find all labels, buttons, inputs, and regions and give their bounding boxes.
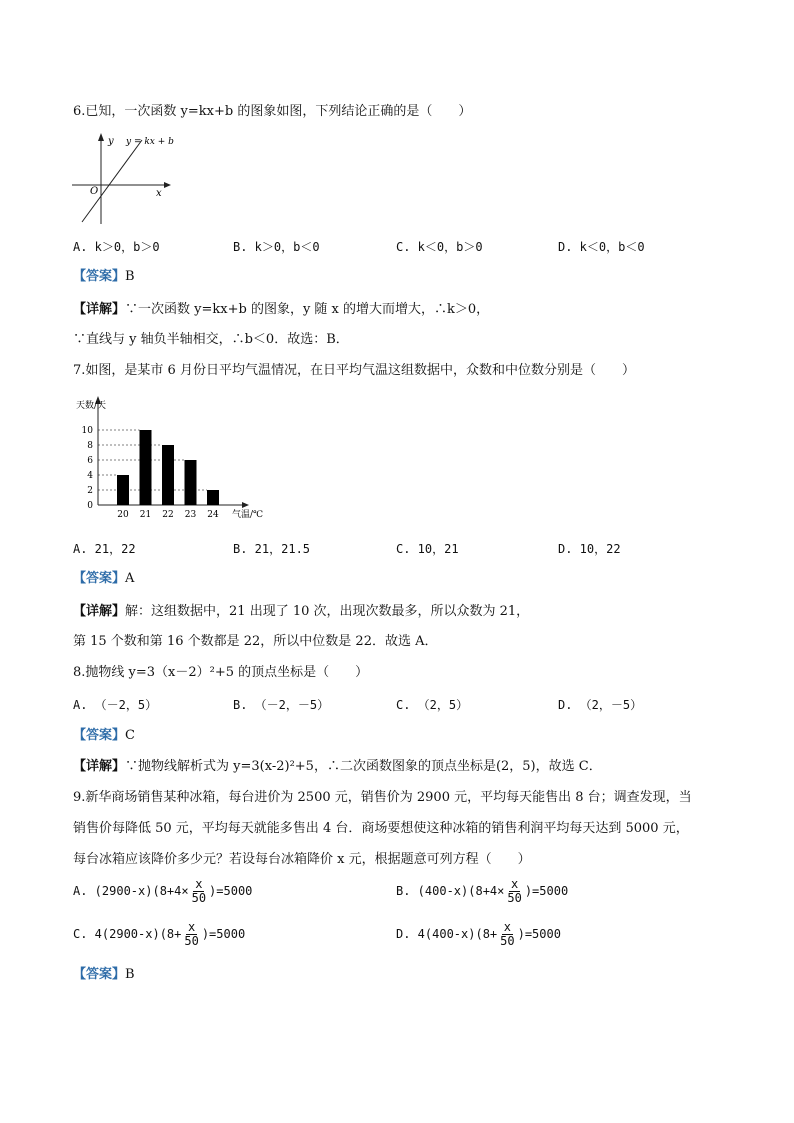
y-tick-label: 6: [87, 456, 93, 466]
fraction-x-over-50: $\frac{x}{50}$: [184, 920, 199, 948]
q8-option-a: A. （－2，5）: [73, 698, 158, 712]
q9-option-a: A. (2900-x)(8+4× $\frac{x}{50}$ )=5000: [73, 877, 253, 905]
q6-option-d: D. k＜0，b＜0: [558, 240, 645, 254]
x-axis-arrow-icon: [164, 182, 171, 188]
q9-stem-line-2: 销售价每降低 50 元，平均每天就能多售出 4 台．商场要想使这种冰箱的销售利润平均每天达到 5000 元，: [73, 821, 689, 836]
q8-option-d: D. （2，－5）: [558, 698, 643, 712]
q8-answer-line: [73, 727, 135, 745]
q6-stem: 6.已知，一次函数 y=kx+b 的图象如图，下列结论正确的是（ ）: [73, 104, 472, 119]
q6-detail-2: ∵直线与 y 轴负半轴相交，∴b＜0．故选：B．: [73, 332, 349, 347]
q6-option-c: C. k＜0，b＞0: [396, 240, 483, 254]
fraction-x-over-50: $\frac{x}{50}$: [191, 877, 207, 905]
q8-detail-line-1: [73, 758, 602, 776]
q6-option-a: A. k＞0，b＞0: [73, 240, 160, 254]
x-axis-label: 气温/℃: [232, 510, 264, 520]
q8-option-c: C. （2，5）: [396, 698, 469, 712]
detail-tag: 【详解】: [73, 302, 126, 317]
x-tick-label: 24: [207, 510, 219, 520]
y-tick-label: 8: [87, 441, 93, 451]
q8-option-b: B. （－2，－5）: [233, 698, 330, 712]
answer-tag: 【答案】: [73, 571, 126, 586]
x-tick-label: 22: [162, 510, 174, 520]
fraction-x-over-50: $\frac{x}{50}$: [507, 877, 522, 905]
graph-x-label: x: [156, 188, 162, 199]
q7-option-b: B. 21，21.5: [233, 542, 311, 556]
y-axis-label: 天数/天: [76, 401, 107, 411]
q9-option-c: C. 4(2900-x)(8+ $\frac{x}{50}$ )=5000: [73, 920, 246, 948]
answer-tag: 【答案】: [73, 967, 126, 982]
q9-answer-line: [73, 966, 135, 984]
graph-fn-label: y = kx + b: [126, 137, 174, 147]
q7-answer-line: [73, 570, 134, 588]
q7-option-c: C. 10，21: [396, 542, 459, 556]
q7-detail-1: 解：这组数据中，21 出现了 10 次，出现次数最多，所以众数为 21，: [125, 604, 530, 619]
detail-tag: 【详解】: [73, 604, 126, 619]
x-tick-label: 23: [184, 510, 197, 520]
q7-stem: 7.如图，是某市 6 月份日平均气温情况，在日平均气温这组数据中，众数和中位数分别是（ ）: [73, 363, 635, 378]
y-tick-label: 4: [87, 471, 93, 481]
q8-detail-1: ∵抛物线解析式为 y=3(x-2)²+5，∴二次函数图象的顶点坐标是(2，5)，故选 C．: [125, 759, 602, 774]
bar-23: [185, 460, 197, 505]
detail-tag: 【详解】: [73, 759, 126, 774]
q7-temperature-bar-chart: [72, 393, 268, 523]
q7-detail-2: 第 15 个数和第 16 个数都是 22，所以中位数是 22．故选 A．: [73, 634, 438, 649]
q7-detail-line-1: [73, 603, 529, 621]
q6-answer: B: [125, 269, 135, 284]
x-tick-label: 20: [117, 510, 129, 520]
q6-linear-graph: [68, 130, 178, 226]
y-tick-label: 0: [87, 501, 93, 511]
y-axis-arrow-icon: [98, 133, 104, 141]
q9-answer: B: [125, 967, 135, 982]
bar-24: [207, 490, 219, 505]
answer-tag: 【答案】: [73, 269, 126, 284]
q9-option-d: D. 4(400-x)(8+ $\frac{x}{50}$ )=5000: [396, 920, 561, 948]
bar-22: [162, 445, 174, 505]
q7-option-a: A. 21，22: [73, 542, 136, 556]
q7-answer: A: [125, 571, 135, 586]
q7-option-d: D. 10，22: [558, 542, 621, 556]
q9-option-b: B. (400-x)(8+4× $\frac{x}{50}$ )=5000: [396, 877, 569, 905]
q9-stem-line-3: 每台冰箱应该降价多少元？若设每台冰箱降价 x 元，根据题意可列方程（ ）: [73, 852, 531, 867]
x-axis-arrow-icon: [242, 502, 249, 508]
q8-stem: 8.抛物线 y=3（x－2）²+5 的顶点坐标是（ ）: [73, 665, 369, 680]
y-tick-label: 2: [87, 486, 93, 496]
bar-21: [140, 430, 152, 505]
q9-stem-line-1: 9.新华商场销售某种冰箱，每台进价为 2500 元，销售价为 2900 元，平均每天能售出 8 台；调查发现，当: [73, 790, 692, 805]
q6-answer-line: [73, 268, 135, 286]
y-tick-label: 10: [81, 426, 93, 436]
fraction-x-over-50: $\frac{x}{50}$: [500, 920, 515, 948]
q6-detail-line-1: [73, 301, 489, 319]
answer-tag: 【答案】: [73, 728, 126, 743]
q6-option-b: B. k＞0，b＜0: [233, 240, 320, 254]
x-tick-label: 21: [139, 510, 152, 520]
q6-detail-1: ∵一次函数 y=kx+b 的图象，y 随 x 的增大而增大，∴k＞0，: [125, 302, 490, 317]
graph-origin-label: O: [90, 186, 99, 197]
q8-answer: C: [125, 728, 135, 743]
graph-y-label: y: [108, 136, 114, 147]
bar-20: [117, 475, 129, 505]
